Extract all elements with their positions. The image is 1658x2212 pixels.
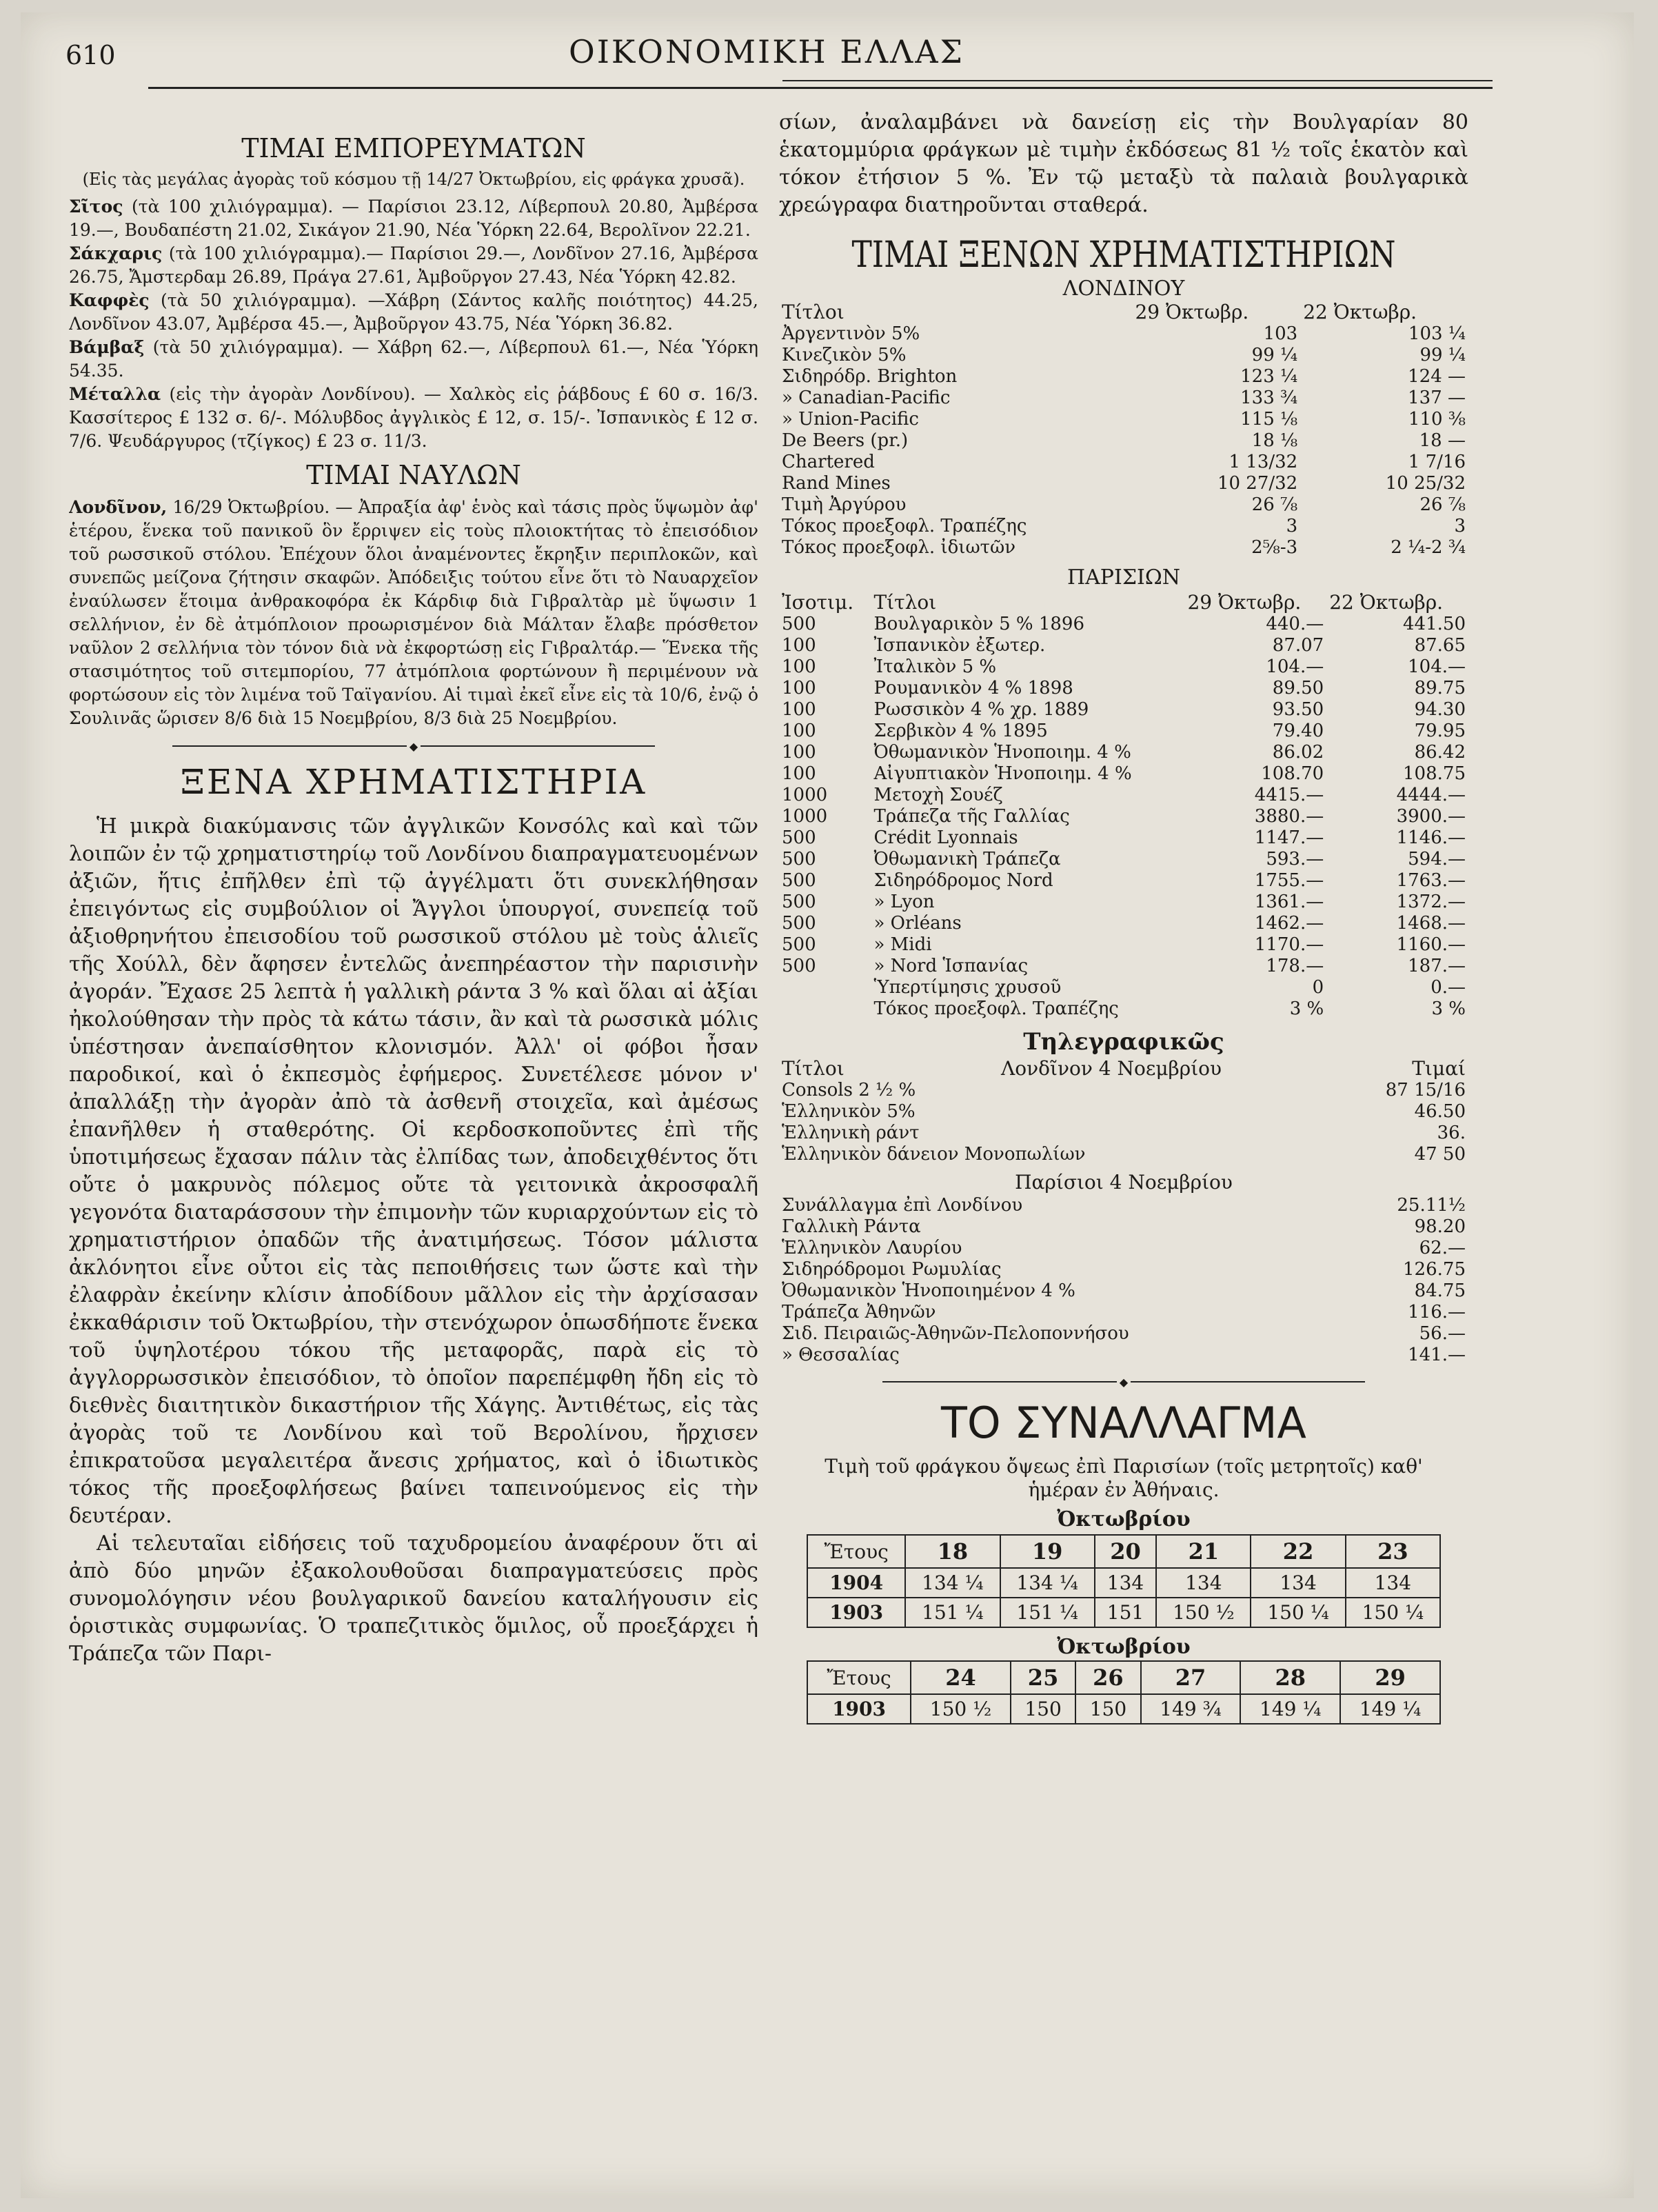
table-cell: 3 <box>1454 516 1466 536</box>
table-cell: 108.75 <box>1403 763 1466 784</box>
table-cell: 149 ¼ <box>1340 1694 1440 1724</box>
table-cell: 0 <box>1312 977 1324 998</box>
table-cell: 104.— <box>1266 656 1324 677</box>
table-cell: Τόκος προεξοφλ. Τραπέζης <box>782 516 1027 536</box>
day-header-cell: 25 <box>1011 1661 1075 1694</box>
table-cell: De Beers (pr.) <box>782 430 909 451</box>
table-cell: 10 25/32 <box>1385 473 1466 494</box>
table-cell: 1 7/16 <box>1408 452 1466 472</box>
table-row <box>779 849 1468 870</box>
london-table <box>779 301 1468 559</box>
table-cell: Τράπεζα τῆς Γαλλίας <box>873 806 1070 827</box>
table-cell: » Nord Ἱσπανίας <box>873 956 1029 976</box>
table-cell: Ὀθωμανικὴ Τράπεζα <box>873 849 1061 869</box>
table-cell: Ὀθωμανικὸν Ἡνοποιημένον 4 % <box>782 1280 1075 1301</box>
table-row <box>779 956 1468 977</box>
table-row <box>779 1216 1468 1238</box>
table-cell: Ἑλληνικὸν Λαυρίου <box>782 1238 962 1258</box>
table-cell: 4444.— <box>1396 785 1466 805</box>
header-rule-double <box>782 80 1493 81</box>
header-cell: Τίτλοι <box>782 301 845 323</box>
table-cell: 100 <box>782 721 816 741</box>
table-row <box>779 494 1468 516</box>
table-cell: 87.07 <box>1272 635 1324 656</box>
exchange-rows <box>807 1568 1440 1627</box>
commodity-name: Βάμβαξ <box>69 337 145 357</box>
table-cell <box>779 977 871 998</box>
table-row <box>779 1101 1468 1123</box>
table-cell: 18 ⅛ <box>1251 430 1298 451</box>
table-cell: » Orléans <box>873 913 962 934</box>
telegraph-london-table <box>779 1057 1468 1165</box>
table-cell: Σιδηρόδρομος Nord <box>873 870 1053 891</box>
table-cell: » Union-Pacific <box>782 409 919 430</box>
table-cell: 108.70 <box>1261 763 1324 784</box>
table-cell: 141.— <box>1408 1345 1466 1365</box>
day-header-cell: 21 <box>1156 1535 1251 1568</box>
table-cell: Μετοχὴ Σουέζ <box>873 785 1003 805</box>
table-cell: 150 <box>1011 1694 1075 1724</box>
table-row <box>779 473 1468 494</box>
table-cell: 134 <box>1251 1568 1345 1598</box>
table-row <box>779 1302 1468 1323</box>
table-cell: 110 ⅜ <box>1408 409 1466 430</box>
table-cell: 134 ¼ <box>1000 1568 1095 1598</box>
table-row <box>779 1345 1468 1366</box>
table-row <box>779 892 1468 913</box>
table-row <box>779 678 1468 699</box>
table-cell: 3880.— <box>1254 806 1324 827</box>
table-cell: 500 <box>782 913 816 934</box>
table-cell: 89.75 <box>1414 678 1466 698</box>
telegraph-title: Τηλεγραφικῶς <box>1023 1028 1224 1056</box>
table-cell: 99 ¼ <box>1251 345 1298 365</box>
table-row <box>779 977 1468 998</box>
article-paragraph: Αἱ τελευταῖαι εἰδήσεις τοῦ ταχυδρομείου ἀναφέρουν ὅτι αἱ ἀπὸ δύο μηνῶν ἐξακολουθοῦσαι διαπραγματεύσεις πρὸς συνομολόγησιν νέου βουλγαρικοῦ δανείου καταλήγουσιν εἰς ὁριστικὰς συμφωνίας. Ὁ τραπεζιτικὸς ὅμιλος, οὗ προεξάρχει ἡ Τράπεζα τῶν Παρι- <box>69 1531 758 1666</box>
table-cell: Ἰσπανικὸν ἐξωτερ. <box>873 635 1046 656</box>
table-cell: 124 — <box>1408 366 1466 387</box>
table-row <box>779 1323 1468 1345</box>
table-cell: 137 — <box>1408 388 1466 408</box>
table-cell: Τόκος προεξοφλ. ἰδιωτῶν <box>782 537 1016 558</box>
right-column <box>779 109 1468 2171</box>
table-cell: 36. <box>1437 1123 1466 1143</box>
table-cell: 134 ¼ <box>905 1568 1000 1598</box>
table-row <box>779 1080 1468 1101</box>
table-header-row <box>807 1661 1440 1694</box>
table-row <box>779 742 1468 763</box>
table-row <box>779 870 1468 892</box>
table-cell: 26 ⅞ <box>1251 494 1298 515</box>
table-cell: 150 ½ <box>1156 1598 1251 1627</box>
table-cell: 1755.— <box>1254 870 1324 891</box>
table-header-row <box>779 591 1468 614</box>
table-row <box>779 1123 1468 1144</box>
table-cell: 593.— <box>1266 849 1324 869</box>
table-row <box>779 656 1468 678</box>
table-row <box>779 635 1468 656</box>
article-paragraph: Ἡ μικρὰ διακύμανσις τῶν ἀγγλικῶν Κονσόλς καὶ καὶ τῶν λοιπῶν ἐν τῷ χρηματιστηρίῳ τοῦ Λονδίνου διαπραγματευομένων ἀξιῶν, ἥτις ἐπῆλθεν ἐπὶ τῷ ἀγγέλματι ὅτι συνεκλήθησαν ἐπειγόντως εἰς συμβούλιον οἱ Ἄγγλοι ὑπουργοί, συνεπείᾳ τοῦ ἀξιοθρηνήτου ἐπεισοδίου τοῦ ρωσσικοῦ στόλου μὲ τοὺς ἁλιεῖς τῆς Χούλλ, δὲν ἄφησεν ἐντελῶς ἀνεπηρέαστον τὴν παρισινὴν ἀγοράν. Ἔχασε 25 λεπτὰ ἡ γαλλικὴ ράντα 3 % καὶ ὅλαι αἱ ἀξίαι ἠκολούθησαν τὴν πρὸς τὰ κάτω τάσιν, ἂν καὶ τὰ ρωσσικὰ μόλις ὑπέστησαν ἀνεπαίσθητον κλονισμόν. Ἀλλ' οἱ φόβοι ἦσαν παροδικοί, καὶ ὁ ἐκπεσμὸς ἐφήμερος. Συνετέλεσε μόνον ν' ἀπαλλάξῃ τὴν ἀγορὰν ἀπὸ τὰ ἀσθενῆ στοιχεῖα, καὶ ἀμέσως ἐπανῆλθεν ἡ σταθερότης. Οἱ κερδοσκοποῦντες ἐπὶ τῆς ὑποτιμήσεως ἔχασαν πάλιν τὰς ἐλπίδας των, ἀποδειχθέντος ὅτι οὔτε ὁ μακρυνὸς πόλεμος οὔτε τὰ γειτονικὰ ἀκροσφαλῆ γεγονότα διαταράσσουν τὴν ἐπιμονὴν τῶν κυριαρχούντων εἰς τὸ χρηματιστήριον ὀπαδῶν τῆς ἀνατιμήσεως. Τόσον μάλιστα ἀκλόνητοι εἶνε οὗτοι εἰς τὰς πεποιθήσεις των ὥστε καὶ τὴν ἐλαφρὰν ἐκείνην κλίσιν ἀποδίδουν μᾶλλον εἰς τὴν ἀρχίσασαν ἐκκαθάρισιν τοῦ Ὀκτωβρίου, τὴν στενόχωρον ὁπωσδήποτε ἕνεκα τοῦ ὑψηλοτέρου τόκου τῆς μεταφορᾶς, παρὰ εἰς τὸ ἀγγλορρωσσικὸν ἐπεισόδιον, τὸ ὁποῖον παρεπέμφθη ἤδη εἰς τὸ διεθνὲς διαιτητικὸν δικαστήριον τῆς Χάγης. Ἀντιθέτως, εἰς τὰς ἀγορὰς τοῦ τε Λονδίνου καὶ τοῦ Βερολίνου, ἤρχισεν ἐπικρατοῦσα μεγαλειτέρα ἄνεσις χρήματος, καὶ ὁ ἰδιωτικὸς τόκος τῆς προεξοφλήσεως βαίνει ταπεινούμενος εἰς τὴν δευτέραν. <box>69 814 758 1528</box>
table-cell: 133 ¾ <box>1240 388 1298 408</box>
article-continuation: σίων, ἀναλαμβάνει νὰ δανείσῃ εἰς τὴν Βουλγαρίαν 80 ἑκατομμύρια φράγκων μὲ τιμὴν ἐκδόσεως 81 ½ τοῖς ἑκατὸν καὶ τόκον ἐτήσιον 5 %. Ἐν τῷ μεταξὺ τὰ παλαιὰ βουλγαρικὰ χρεώγραφα διατηροῦνται σταθερά. <box>779 110 1468 217</box>
table-cell: 115 ⅛ <box>1240 409 1298 430</box>
table-row <box>779 998 1468 1020</box>
exchange-title: ΤΟ ΣΥΝΑΛΛΑΓΜΑ <box>941 1398 1306 1448</box>
table-cell: Τιμὴ Ἀργύρου <box>782 494 907 515</box>
running-title: ΟΙΚΟΝΟΜΙΚΗ ΕΛΛΑΣ <box>569 33 965 70</box>
header-cell: 22 Ὀκτωβρ. <box>1329 591 1444 614</box>
telegraph-paris-table <box>779 1195 1468 1366</box>
table-header-row <box>779 1057 1468 1080</box>
table-cell: 1904 <box>807 1568 905 1598</box>
table-row <box>779 785 1468 806</box>
table-cell: 116.— <box>1408 1302 1466 1323</box>
exchange-month: Ὀκτωβρίου <box>1057 1507 1191 1531</box>
table-cell: 134 <box>1346 1568 1440 1598</box>
table-cell: 100 <box>782 763 816 784</box>
table-cell: 500 <box>782 870 816 891</box>
table-cell: 1903 <box>807 1598 905 1627</box>
table-cell: 100 <box>782 678 816 698</box>
table-cell: 500 <box>782 849 816 869</box>
table-cell: 441.50 <box>1403 614 1466 634</box>
table-cell: 2 ¼-2 ¾ <box>1391 537 1466 558</box>
table-cell: 100 <box>782 635 816 656</box>
freight-body: 16/29 Ὀκτωβρίου. — Ἀπραξία ἀφ' ἑνὸς καὶ τάσις πρὸς ὕψωμὸν ἀφ' ἑτέρου, ἕνεκα τοῦ πανικοῦ ὃν ἔρριψεν εἰς τοὺς πλοιοκτήτας τὸ ἐπεισόδιον τοῦ ρωσσικοῦ στόλου. Ἐπέχουν ὅλοι ἀναμένοντες ἔκρηξιν περιπλοκῶν, καὶ συνεπῶς μείζονα ζήτησιν σκαφῶν. Ἀπόδειξις τούτου εἶνε ὅτι τὸ Ναυαρχεῖον ἐναύλωσεν ἕτοιμα ἀνθρακοφόρα ἐκ Κάρδιφ διὰ Γιβραλτὰρ μὲ ὕψωσιν 1 σελλήνιον, ἐν δὲ ἀτμόπλοιον προωρισμένον διὰ Μάλταν ἔλαβε πρόσθετον ναῦλον 2 σελλήνια τὸν τόνον διὰ νὰ ἐκφορτώσῃ εἰς Γιβραλτάρ.— Ἕνεκα τῆς στασιμότητος τοῦ σιτεμπορίου, 77 ἀτμόπλοια φορτώνουν ἢ περιμένουν νὰ φορτώσουν εἰς τὸν λιμένα τοῦ Ταϊγανίου. Αἱ τιμαὶ ἐκεῖ εἶνε εἰς τὰ 10/6, ἐνῷ ὁ Σουλινᾶς ὥρισεν 8/6 διὰ 15 Νοεμβρίου, 8/3 διὰ 25 Νοεμβρίου. <box>69 497 758 728</box>
table-cell: 149 ¾ <box>1141 1694 1241 1724</box>
table-cell: 126.75 <box>1403 1259 1466 1280</box>
exchange-rows <box>807 1694 1440 1724</box>
newspaper-page <box>21 12 1634 2198</box>
section-divider: ◆ <box>69 740 758 752</box>
section-divider: ◆ <box>779 1376 1468 1388</box>
table-cell: 151 <box>1095 1598 1156 1627</box>
table-cell: 594.— <box>1408 849 1466 869</box>
table-row <box>779 827 1468 849</box>
table-cell: » Θεσσαλίας <box>782 1345 900 1365</box>
paris-rows <box>779 614 1468 1020</box>
day-header-cell: 27 <box>1141 1661 1241 1694</box>
telegraph-london-title: Λονδῖνον 4 Νοεμβρίου <box>1001 1057 1222 1080</box>
table-row <box>779 366 1468 388</box>
table-cell: 1147.— <box>1254 827 1324 848</box>
table-cell: 98.20 <box>1414 1216 1466 1237</box>
table-cell: 79.95 <box>1414 721 1466 741</box>
table-row <box>779 806 1468 827</box>
table-cell: Ἑλληνικὸν 5% <box>782 1101 916 1122</box>
table-cell: 79.40 <box>1272 721 1324 741</box>
header-cell: 29 Ὀκτωβρ. <box>1135 301 1249 323</box>
table-cell: 1146.— <box>1396 827 1466 848</box>
table-cell: 103 <box>1263 323 1298 344</box>
table-cell: 99 ¼ <box>1419 345 1466 365</box>
table-cell: 10 27/32 <box>1217 473 1298 494</box>
table-cell: » Lyon <box>873 892 935 912</box>
table-cell: 56.— <box>1419 1323 1466 1344</box>
london-rows <box>779 323 1468 559</box>
year-label-cell: Ἔτους <box>807 1661 911 1694</box>
table-cell: 100 <box>782 742 816 763</box>
table-row <box>779 345 1468 366</box>
table-row <box>779 1238 1468 1259</box>
table-row <box>779 699 1468 721</box>
header-cell: Τίτλοι <box>873 591 937 614</box>
table-cell: Σιδηρόδρ. Brighton <box>782 366 958 387</box>
table-cell: 150 ½ <box>911 1694 1011 1724</box>
table-row <box>779 1144 1468 1165</box>
commodity-text: (τὰ 50 χιλιόγραμμα). — Χάβρη 62.—, Λίβερπουλ 61.—, Νέα Ὑόρκη 54.35. <box>69 337 758 381</box>
table-cell: 1361.— <box>1254 892 1324 912</box>
commodities-title: ΤΙΜΑΙ ΕΜΠΟΡΕΥΜΑΤΩΝ <box>241 133 586 163</box>
table-cell: Ρωσσικὸν 4 % χρ. 1889 <box>873 699 1089 720</box>
commodity-name: Μέταλλα <box>69 384 161 404</box>
header-cell: 22 Ὀκτωβρ. <box>1303 301 1417 323</box>
header-cell: Ἰσοτιμ. <box>782 591 854 614</box>
table-row <box>779 1259 1468 1280</box>
table-cell: Αἰγυπτιακὸν Ἡνοποιημ. 4 % <box>873 763 1132 784</box>
table-row <box>779 934 1468 956</box>
table-cell: 1462.— <box>1254 913 1324 934</box>
table-cell: 1170.— <box>1254 934 1324 955</box>
table-cell: 3900.— <box>1396 806 1466 827</box>
commodity-text: (τὰ 100 χιλιόγραμμα).— Παρίσιοι 29.—, Λονδῖνον 27.16, Ἀμβέρσα 26.75, Ἄμστερδαμ 26.89, Πράγα 27.61, Ἀμβοῦργον 27.43, Νέα Ὑόρκη 42.82. <box>69 243 758 287</box>
table-cell: » Midi <box>873 934 932 955</box>
table-cell: 3 % <box>1431 998 1466 1019</box>
table-cell: 500 <box>782 827 816 848</box>
day-header-cell: 29 <box>1340 1661 1440 1694</box>
table-cell <box>779 998 871 1020</box>
table-cell: Τόκος προεξοφλ. Τραπέζης <box>873 998 1119 1019</box>
table-cell: 18 — <box>1419 430 1466 451</box>
table-header-row <box>779 301 1468 323</box>
table-cell: Crédit Lyonnais <box>873 827 1018 848</box>
table-cell: 46.50 <box>1414 1101 1466 1122</box>
left-column <box>69 133 758 2167</box>
table-cell: Ἰταλικὸν 5 % <box>873 656 997 677</box>
table-cell: 1763.— <box>1396 870 1466 891</box>
table-row <box>807 1568 1440 1598</box>
table-cell: 84.75 <box>1414 1280 1466 1301</box>
commodity-entry <box>69 195 758 242</box>
table-cell: 134 <box>1095 1568 1156 1598</box>
exchange-table-1 <box>807 1534 1441 1628</box>
day-header-cell: 19 <box>1000 1535 1095 1568</box>
day-header-cell: 24 <box>911 1661 1011 1694</box>
london-title: ΛΟΝΔΙΝΟΥ <box>1062 276 1185 301</box>
table-cell: 104.— <box>1408 656 1466 677</box>
table-cell: 94.30 <box>1414 699 1466 720</box>
table-cell: 26 ⅞ <box>1419 494 1466 515</box>
commodity-text: (τὰ 50 χιλιόγραμμα). —Χάβρη (Σάντος καλῆς ποιότητος) 44.25, Λονδῖνον 43.07, Ἀμβέρσα 45.—, Ἀμβοῦργον 43.75, Νέα Ὑόρκη 36.82. <box>69 290 758 334</box>
table-cell: Rand Mines <box>782 473 891 494</box>
table-row <box>779 537 1468 559</box>
freight-text <box>69 496 758 730</box>
commodity-text: (τὰ 100 χιλιόγραμμα). — Παρίσιοι 23.12, Λίβερπουλ 20.80, Ἀμβέρσα 19.—, Βουδαπέστη 21.02, Σικάγον 21.90, Νέα Ὑόρκη 22.64, Βερολῖνον 22.21. <box>69 197 758 240</box>
commodity-entry <box>69 242 758 289</box>
table-cell: Συνάλλαγμα ἐπὶ Λονδίνου <box>782 1195 1023 1216</box>
header-cell: Τίτλοι <box>782 1057 845 1080</box>
table-cell: 1160.— <box>1396 934 1466 955</box>
table-row <box>779 1280 1468 1302</box>
commodity-name: Καφφὲς <box>69 290 150 310</box>
telegraph-paris-title: Παρίσιοι 4 Νοεμβρίου <box>1015 1171 1233 1194</box>
table-cell: Βουλγαρικὸν 5 % 1896 <box>873 614 1085 634</box>
table-cell: » Canadian-Pacific <box>782 388 951 408</box>
table-cell: 151 ¼ <box>1000 1598 1095 1627</box>
table-cell: 500 <box>782 934 816 955</box>
table-row <box>779 763 1468 785</box>
day-header-cell: 26 <box>1075 1661 1140 1694</box>
table-cell: Ἀργεντινὸν 5% <box>782 323 920 344</box>
freight-lead: Λονδῖνον, <box>69 497 168 517</box>
table-row <box>807 1598 1440 1627</box>
table-cell: 62.— <box>1419 1238 1466 1258</box>
commodity-text: (εἰς τὴν ἀγορὰν Λονδίνου). — Χαλκὸς εἰς ῥάβδους £ 60 σ. 16/3. Κασσίτερος £ 132 σ. 6/-. Μόλυβδος ἀγγλικὸς £ 12, σ. 15/-. Ἰσπανικὸς £ 12 σ. 7/6. Ψευδάργυρος (τζίγκος) £ 23 σ. 11/3. <box>69 384 758 451</box>
table-cell: 1000 <box>782 806 828 827</box>
exchange-table-2 <box>807 1660 1441 1725</box>
table-cell: 3 <box>1286 516 1298 536</box>
table-row <box>779 721 1468 742</box>
table-cell: 47 50 <box>1414 1144 1466 1165</box>
table-cell: Ὀθωμανικὸν Ἡνοποιημ. 4 % <box>873 742 1131 763</box>
table-cell: 134 <box>1156 1568 1251 1598</box>
table-cell: 1468.— <box>1396 913 1466 934</box>
table-cell: 87 15/16 <box>1385 1080 1466 1100</box>
table-cell: Σιδηρόδρομοι Ρωμυλίας <box>782 1259 1002 1280</box>
table-cell: 100 <box>782 699 816 720</box>
table-cell: Γαλλικὴ Ράντα <box>782 1216 921 1237</box>
table-row <box>779 388 1468 409</box>
table-cell: 149 ¼ <box>1240 1694 1340 1724</box>
table-cell: Ὑπερτίμησις χρυσοῦ <box>873 977 1062 998</box>
table-cell: Σιδ. Πειραιῶς-Ἀθηνῶν-Πελοποννήσου <box>782 1323 1129 1344</box>
header-cell: 29 Ὀκτωβρ. <box>1187 591 1302 614</box>
paris-table <box>779 591 1468 1020</box>
exchange-subtitle: Τιμὴ τοῦ φράγκου ὄψεως ἐπὶ Παρισίων (τοῖς μετρητοῖς) καθ' ἡμέραν ἐν Ἀθήναις. <box>825 1455 1423 1501</box>
table-row <box>779 452 1468 473</box>
table-cell: 150 ¼ <box>1346 1598 1440 1627</box>
table-cell: 2⅝-3 <box>1251 537 1298 558</box>
table-cell: 1372.— <box>1396 892 1466 912</box>
table-cell: Ἑλληνικὸν δάνειον Μονοπωλίων <box>782 1144 1086 1165</box>
table-cell: 500 <box>782 956 816 976</box>
table-cell: 178.— <box>1266 956 1324 976</box>
telegraph-london-rows <box>779 1080 1468 1165</box>
day-header-cell: 20 <box>1095 1535 1156 1568</box>
table-cell: Chartered <box>782 452 875 472</box>
foreign-bourses-title: ΤΙΜΑΙ ΞΕΝΩΝ ΧΡΗΜΑΤΙΣΤΗΡΙΩΝ <box>851 233 1396 276</box>
table-row <box>779 1195 1468 1216</box>
freight-title: ΤΙΜΑΙ ΝΑΥΛΩΝ <box>306 460 521 490</box>
table-row <box>779 516 1468 537</box>
table-cell: 86.42 <box>1414 742 1466 763</box>
table-cell: Consols 2 ½ % <box>782 1080 916 1100</box>
header-rule <box>148 87 1493 89</box>
table-cell: 150 <box>1075 1694 1140 1724</box>
year-label-cell: Ἔτους <box>807 1535 905 1568</box>
table-cell: Ρουμανικὸν 4 % 1898 <box>873 678 1073 698</box>
table-cell: 87.65 <box>1414 635 1466 656</box>
table-row <box>779 430 1468 452</box>
page-header <box>65 33 1506 95</box>
table-cell: 123 ¼ <box>1240 366 1298 387</box>
table-cell: 1903 <box>807 1694 911 1724</box>
table-cell: 187.— <box>1408 956 1466 976</box>
table-cell: 500 <box>782 614 816 634</box>
table-cell: 1000 <box>782 785 828 805</box>
table-header-row <box>807 1535 1440 1568</box>
table-cell: 89.50 <box>1272 678 1324 698</box>
day-header-cell: 22 <box>1251 1535 1345 1568</box>
commodity-name: Σάκχαρις <box>69 243 163 263</box>
table-row <box>779 614 1468 635</box>
table-cell: 150 ¼ <box>1251 1598 1345 1627</box>
exchange-month: Ὀκτωβρίου <box>1057 1635 1191 1659</box>
table-cell: 100 <box>782 656 816 677</box>
table-row <box>779 913 1468 934</box>
day-header-cell: 23 <box>1346 1535 1440 1568</box>
paris-title: ΠΑΡΙΣΙΩΝ <box>1066 565 1181 590</box>
table-cell: Ἑλληνικὴ ράντ <box>782 1123 920 1143</box>
day-header-cell: 18 <box>905 1535 1000 1568</box>
commodity-entry <box>69 383 758 453</box>
table-cell: 0.— <box>1430 977 1466 998</box>
table-cell: 500 <box>782 892 816 912</box>
table-row <box>779 323 1468 345</box>
day-header-cell: 28 <box>1240 1661 1340 1694</box>
telegraph-paris-rows <box>779 1195 1468 1366</box>
commodity-entry <box>69 336 758 383</box>
table-cell: 440.— <box>1266 614 1324 634</box>
table-cell: 1 13/32 <box>1229 452 1298 472</box>
table-cell: Κινεζικὸν 5% <box>782 345 907 365</box>
table-cell: Τράπεζα Ἀθηνῶν <box>782 1302 936 1323</box>
table-cell: 3 % <box>1289 998 1324 1019</box>
table-cell: 151 ¼ <box>905 1598 1000 1627</box>
table-row <box>807 1694 1440 1724</box>
commodity-name: Σῖτος <box>69 197 123 217</box>
table-cell: 103 ¼ <box>1408 323 1466 344</box>
commodities-subtitle: (Εἰς τὰς μεγάλας ἀγορὰς τοῦ κόσμου τῇ 14/27 Ὀκτωβρίου, εἰς φράγκα χρυσᾶ). <box>82 170 745 189</box>
table-row <box>779 409 1468 430</box>
header-cell: Τιμαί <box>1412 1057 1466 1080</box>
table-cell: 25.11½ <box>1397 1195 1466 1216</box>
page-number: 610 <box>65 40 116 70</box>
table-cell: 93.50 <box>1272 699 1324 720</box>
commodity-entry <box>69 289 758 336</box>
table-cell: Σερβικὸν 4 % 1895 <box>873 721 1048 741</box>
table-cell: 86.02 <box>1272 742 1324 763</box>
foreign-exchanges-title: ΞΕΝΑ ΧΡΗΜΑΤΙΣΤΗΡΙΑ <box>180 762 647 802</box>
table-cell: 4415.— <box>1254 785 1324 805</box>
